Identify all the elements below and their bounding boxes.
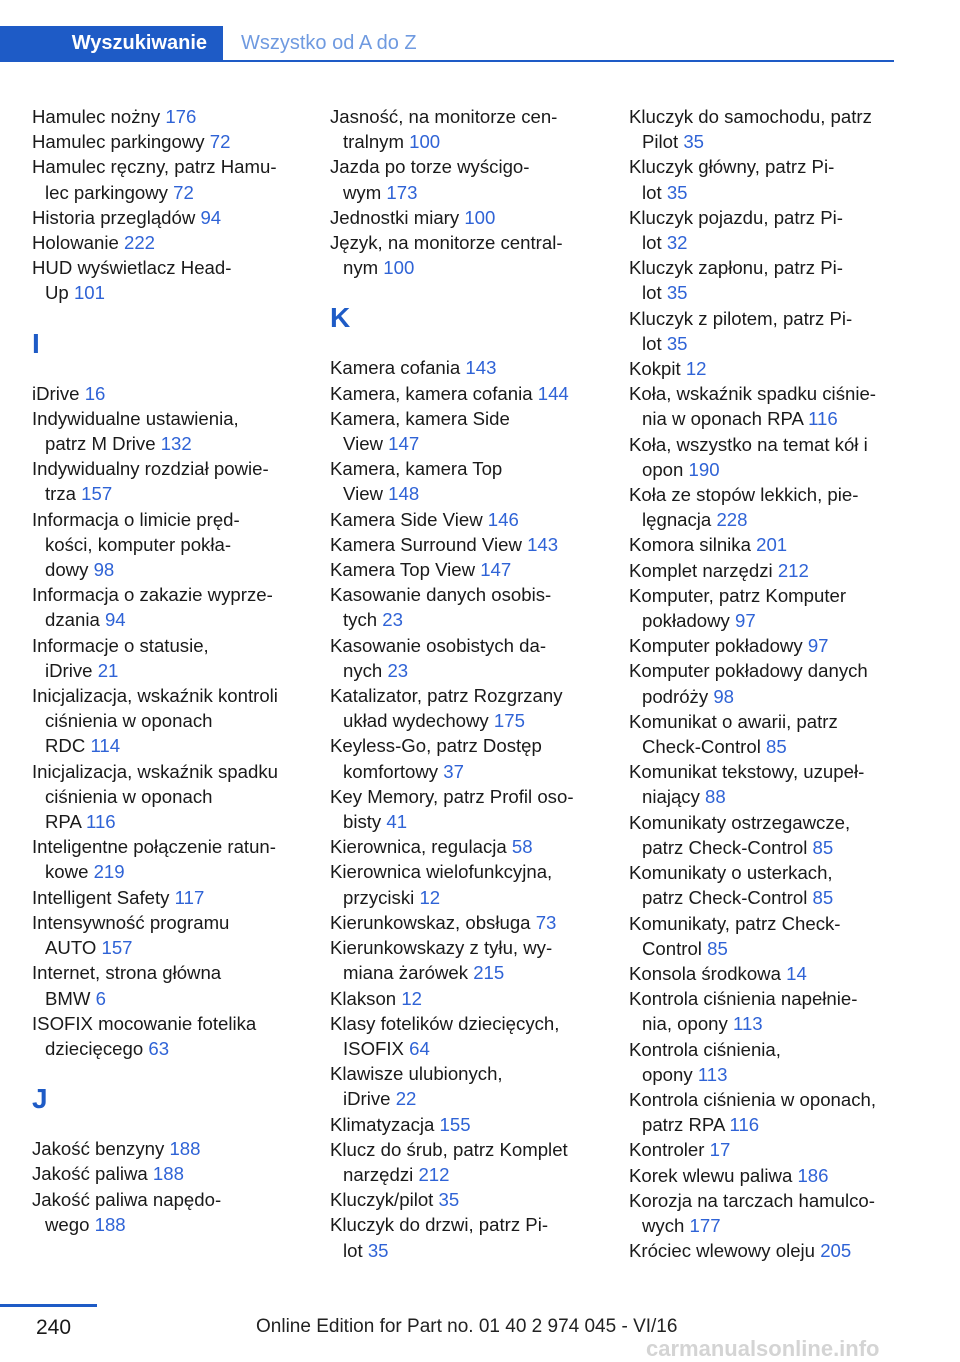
page-link[interactable]: 35 [666,332,688,354]
page-link[interactable]: 98 [93,559,115,581]
index-entry [629,860,899,910]
index-entry [330,935,615,985]
index-entry-text: Jasność, na monitorze cen‐ [330,106,558,127]
page-link[interactable]: 6 [95,987,106,1009]
index-entry [330,633,615,683]
index-entry-text: nia, opony [642,1013,733,1035]
index-entry-text: wych [642,1214,690,1236]
index-entry [330,986,615,1011]
index-entry-text: patrz Check-Control [642,887,813,909]
index-entry-text: iDrive [45,659,98,681]
page-link[interactable]: 212 [418,1163,450,1185]
page-link[interactable]: 157 [81,483,113,505]
page-link[interactable]: 85 [766,736,787,758]
index-entry-text: Internet, strona główna [32,962,222,984]
index-entry-text: Indywidualne ustawienia, [32,407,239,429]
page-link[interactable]: 188 [152,1163,184,1185]
index-entry [32,759,317,835]
index-entry [330,834,615,859]
index-entry-text: Korozja na tarczach hamulco‐ [629,1189,875,1211]
page-link[interactable]: 63 [148,1037,170,1059]
index-entry-text: Hamulec nożny [32,106,166,127]
index-entry-text: Kluczyk główny, patrz Pi‐ [629,156,835,178]
index-entry-text: pokładowy [642,610,736,632]
index-entry [32,255,317,305]
index-entry-text: Koła, wskaźnik spadku ciśnie‐ [629,383,876,405]
index-entry-text: Komputer pokładowy [629,635,808,657]
index-entry [330,557,615,582]
index-entry-text: Jazda po torze wyścigo‐ [330,156,530,178]
index-entry-text: Kluczyk z pilotem, patrz Pi‐ [629,307,853,329]
page-link[interactable]: 94 [200,206,222,228]
index-entry [629,205,899,255]
index-entry-text: Jednostki miary [330,206,465,228]
index-entry [330,104,615,154]
index-entry-text: Hamulec ręczny, patrz Hamu‐ [32,156,277,178]
index-entry-text: Hamulec parkingowy [32,131,210,153]
index-entry-text: RPA [45,811,86,833]
index-entry-text: Komunikat o awarii, patrz [629,710,838,732]
index-entry-text: wym [343,181,387,203]
index-entry [629,255,899,305]
page-link[interactable]: 35 [666,181,688,203]
index-entry-text: miana żarówek [343,962,474,984]
index-entry-text: Konsola środkowa [629,962,787,984]
page-link[interactable]: 148 [388,483,420,505]
index-entry-text: Indywidualny rozdział powie‐ [32,458,269,480]
index-entry [32,910,317,960]
page-link[interactable]: 32 [666,232,688,254]
page-link[interactable]: 155 [439,1113,471,1135]
index-entry-text: nym [343,257,384,279]
page-link[interactable]: 58 [511,836,533,858]
page-link[interactable]: 146 [487,508,519,530]
index-entry [330,1011,615,1061]
index-entry-text: trza [45,483,82,505]
index-entry-text: Historia przeglądów [32,206,201,228]
page-link[interactable]: 143 [527,533,559,555]
index-entry-text: dziecięcego [45,1037,149,1059]
index-entry-text: ciśnienia w oponach [45,710,213,732]
index-entry-text: Jakość paliwa [32,1163,153,1185]
index-column-1 [32,104,317,1237]
page-link[interactable]: 72 [173,181,194,203]
index-entry [32,1136,317,1161]
index-entry [629,986,899,1036]
page-link[interactable]: 190 [688,458,720,480]
index-entry-text: Up [45,282,74,304]
index-entry-text: kowe [45,861,94,883]
index-entry-text: Klimatyzacja [330,1113,440,1135]
index-entry-text: Kierunkowskaz, obsługa [330,911,536,933]
page-link[interactable]: 116 [808,408,838,430]
page-link[interactable]: 147 [480,559,512,581]
index-entry-text: Inteligentne połączenie ratun‐ [32,836,276,858]
page-link[interactable]: 177 [689,1214,721,1236]
index-entry-text: wego [45,1213,95,1235]
index-entry-text: View [343,433,389,455]
index-entry-text: Korek wlewu paliwa [629,1164,798,1186]
page-link[interactable]: 201 [756,534,788,556]
index-entry-text: Kierunkowskazy z tyłu, wy‐ [330,937,553,959]
page-link[interactable]: 23 [382,609,403,631]
page-link[interactable]: 85 [812,836,834,858]
index-entry-text: niający [642,786,706,808]
index-entry-text: ciśnienia w oponach [45,785,213,807]
index-entry [629,1087,899,1137]
index-entry [629,633,899,658]
page-link[interactable]: 116 [729,1114,760,1136]
index-entry [330,784,615,834]
index-entry [629,961,899,986]
index-entry-text: ISOFIX [343,1037,410,1059]
index-entry-text: lot [642,181,667,203]
index-entry [32,1161,317,1186]
index-entry [629,709,899,759]
index-entry-text: lot [642,282,667,304]
index-entry [32,406,317,456]
index-entry [330,456,615,506]
index-column-3 [629,104,899,1263]
index-entry-text: Komplet narzędzi [629,559,778,581]
index-entry-text: iDrive [32,382,85,404]
index-entry [32,381,317,406]
page-link[interactable]: 100 [464,206,496,228]
index-entry-text: Control [642,937,708,959]
index-entry-text: Kontrola ciśnienia w oponach, [629,1088,877,1110]
index-entry-text: nych [343,659,388,681]
index-entry [629,1188,899,1238]
index-entry-text: Inicjalizacja, wskaźnik spadku [32,760,278,782]
page-link[interactable]: 35 [438,1189,460,1211]
index-entry-text: Pilot [642,131,684,153]
page-link[interactable]: 41 [386,811,408,833]
index-entry [32,582,317,632]
index-entry [32,456,317,506]
index-entry-text: Kamera Side View [330,508,488,530]
index-entry-text: lot [642,332,667,354]
index-entry-text: Komora silnika [629,534,757,556]
header-tabs [0,26,894,62]
index-entry-text: BMW [45,987,96,1009]
page-link[interactable]: 188 [169,1138,201,1160]
index-entry [32,507,317,583]
index-entry-text: patrz RPA [642,1114,730,1136]
page-link[interactable]: 35 [367,1239,389,1261]
index-entry [330,154,615,204]
edition-footer: Online Edition for Part no. 01 40 2 974 045 - VI/16 [256,1316,678,1337]
index-entry-text: Kasowanie danych osobis‐ [330,584,552,606]
index-entry-text: lot [343,1239,368,1261]
index-entry [330,1061,615,1111]
index-entry [330,582,615,632]
page-link[interactable]: 212 [777,559,809,581]
index-entry-text: ISOFIX mocowanie fotelika [32,1012,257,1034]
page-link[interactable]: 88 [705,786,726,808]
index-entry-text: Komunikat tekstowy, uzupeł‐ [629,761,865,783]
index-entry-text: Kokpit [629,358,686,380]
index-entry [330,910,615,935]
index-entry [32,1187,317,1237]
index-entry-text: Kamera Surround View [330,533,528,555]
page-link[interactable]: 17 [709,1139,731,1161]
index-entry-text: patrz Check-Control [642,836,813,858]
page-link[interactable]: 100 [383,257,415,279]
page-link[interactable]: 37 [443,760,464,782]
index-entry [32,129,317,154]
index-entry [629,1037,899,1087]
index-entry [330,1112,615,1137]
page-link[interactable]: 114 [90,735,121,757]
index-entry-text: narzędzi [343,1163,419,1185]
index-entry-text: Inicjalizacja, wskaźnik kontroli [32,685,278,707]
index-entry [32,104,317,129]
page-link[interactable]: 173 [386,181,418,203]
page-link[interactable]: 85 [812,887,834,909]
index-entry [32,683,317,759]
page-link[interactable]: 73 [535,911,557,933]
page-number-bar [0,1304,97,1307]
index-entry [32,154,317,204]
index-entry [629,482,899,532]
page-link[interactable]: 188 [94,1213,126,1235]
page-link[interactable]: 21 [97,659,119,681]
index-entry [330,406,615,456]
index-entry-text: Klawisze ulubionych, [330,1063,503,1085]
index-entry-text: Kierownica wielofunkcyjna, [330,861,553,883]
index-entry-text: podróży [642,685,714,707]
index-entry-text: lęgnacja [642,509,717,531]
index-entry-text: Kontrola ciśnienia, [629,1038,781,1060]
page-link[interactable]: 100 [409,131,441,153]
index-entry-text: Informacja o limicie pręd‐ [32,508,240,530]
page-link[interactable]: 98 [713,685,735,707]
index-entry-text: AUTO [45,937,102,959]
index-entry-text: Kierownica, regulacja [330,836,512,858]
index-entry-text: przyciski [343,886,420,908]
index-entry [629,911,899,961]
index-entry-text: Koła ze stopów lekkich, pie‐ [629,484,859,506]
page-number: 240 [36,1316,72,1339]
index-entry-text: Jakość paliwa napędo‐ [32,1188,222,1210]
index-entry [32,205,317,230]
index-entry [629,381,899,431]
page-link[interactable]: 157 [101,937,133,959]
index-entry [629,356,899,381]
page-link[interactable]: 219 [93,861,125,883]
index-entry [32,960,317,1010]
index-entry-text: bisty [343,811,387,833]
page-link[interactable]: 143 [465,357,497,379]
index-entry-text: Język, na monitorze central‐ [330,232,563,254]
index-entry [32,885,317,910]
index-entry-text: patrz M Drive [45,433,161,455]
index-entry-text: lec parkingowy [45,181,174,203]
index-entry-text: Jakość benzyny [32,1138,170,1160]
index-entry [629,432,899,482]
page-link[interactable]: 116 [86,811,116,833]
index-entry [629,1137,899,1162]
index-entry [330,355,615,380]
index-column-2 [330,104,615,1263]
index-entry-text: Intensywność programu [32,911,230,933]
page-link[interactable]: 12 [419,886,441,908]
index-entry-text: Króciec wlewowy oleju [629,1240,821,1262]
page-link[interactable]: 12 [685,358,707,380]
index-entry [32,230,317,255]
index-entry-text: komfortowy [343,760,444,782]
index-entry [330,381,615,406]
page-link[interactable]: 14 [786,962,807,984]
index-entry-text: Key Memory, patrz Profil oso‐ [330,785,574,807]
index-entry-text: Kontrola ciśnienia napełnie‐ [629,988,858,1010]
index-entry-text: tych [343,609,383,631]
page-link[interactable]: 144 [537,382,569,404]
index-letter-heading: I [32,327,40,359]
index-entry-text: Kamera Top View [330,559,481,581]
index-entry-text: Komunikaty ostrzegawcze, [629,811,851,833]
index-entry-text: Kamera, kamera cofania [330,382,538,404]
index-entry [330,859,615,909]
index-entry [330,1137,615,1187]
page-link[interactable]: 64 [409,1037,430,1059]
index-letter-heading: K [330,302,351,334]
page-link[interactable]: 215 [473,962,505,984]
index-entry-text: Klakson [330,987,402,1009]
page-link[interactable]: 97 [807,635,829,657]
tab-search[interactable]: Wyszukiwanie [0,26,223,60]
page-link[interactable]: 16 [84,382,106,404]
index-entry-text: Informacja o zakazie wyprze‐ [32,584,273,606]
index-entry-text: Check-Control [642,736,767,758]
index-entry-text: opon [642,458,689,480]
index-entry-text: Kluczyk pojazdu, patrz Pi‐ [629,206,843,228]
index-letter-heading: J [32,1083,48,1115]
index-entry [330,205,615,230]
index-entry [330,683,615,733]
index-entry [629,104,899,154]
index-entry [330,1187,615,1212]
page-link[interactable]: 113 [697,1063,728,1085]
index-entry [629,306,899,356]
index-entry [629,658,899,708]
index-entry-text: Kluczyk do drzwi, patrz Pi‐ [330,1214,549,1236]
index-entry [629,1163,899,1188]
index-entry-text: opony [642,1063,698,1085]
index-entry-text: Keyless-Go, patrz Dostęp [330,735,542,757]
index-entry-text: tralnym [343,131,410,153]
page-link[interactable]: 147 [388,433,420,455]
page-link[interactable]: 85 [707,937,728,959]
index-entry [330,507,615,532]
page-link[interactable]: 94 [104,609,126,631]
page-link[interactable]: 176 [165,106,197,127]
index-entry-text: nia w oponach RPA [642,408,809,430]
index-entry-text: iDrive [343,1088,396,1110]
page-link[interactable]: 12 [401,987,423,1009]
page-link[interactable]: 22 [395,1088,417,1110]
index-entry-text: Holowanie [32,232,124,254]
page-link[interactable]: 72 [209,131,231,153]
index-entry-text: Kamera cofania [330,357,466,379]
index-entry [629,583,899,633]
page-link[interactable]: 205 [820,1240,852,1262]
page-link[interactable]: 97 [735,610,756,632]
index-entry-text: HUD wyświetlacz Head- [32,257,232,279]
index-entry-text: Kontroler [629,1139,710,1161]
index-entry-text: Informacje o statusie, [32,634,209,656]
index-entry-text: Katalizator, patrz Rozgrzany [330,685,563,707]
index-entry [629,1238,899,1263]
index-entry-text: Kamera, kamera Side [330,407,510,429]
index-entry [32,1011,317,1061]
index-entry-text: Koła, wszystko na temat kół i [629,433,868,455]
page-link[interactable]: 117 [174,886,205,908]
index-entry-text: Kluczyk zapłonu, patrz Pi‐ [629,257,843,279]
index-entry-text: dowy [45,559,94,581]
index-entry-text: Komunikaty o usterkach, [629,862,833,884]
page-link[interactable]: 35 [666,282,688,304]
index-entry-text: Komputer, patrz Komputer [629,584,847,606]
page-link[interactable]: 175 [493,710,525,732]
index-entry [629,810,899,860]
index-entry-text: lot [642,232,667,254]
page-link[interactable]: 101 [73,282,105,304]
tab-a-to-z[interactable]: Wszystko od A do Z [241,32,417,54]
index-entry [629,154,899,204]
index-entry-text: Komputer pokładowy danych [629,660,868,682]
index-entry [330,733,615,783]
index-entry-text: kości, komputer pokła‐ [45,533,232,555]
page-link[interactable]: 35 [683,131,705,153]
index-entry-text: Intelligent Safety [32,886,175,908]
index-entry [330,230,615,280]
index-entry [330,1212,615,1262]
index-entry-text: dzania [45,609,105,631]
index-entry-text: Kamera, kamera Top [330,458,503,480]
index-entry [629,759,899,809]
index-entry-text: Kasowanie osobistych da‐ [330,634,547,656]
page-link[interactable]: 222 [124,232,156,254]
index-entry-text: Komunikaty, patrz Check- [629,912,841,934]
watermark: carmanualsonline.info [646,1336,880,1361]
index-entry-text: Klasy fotelików dziecięcych, [330,1012,560,1034]
index-entry-text: Kluczyk do samochodu, patrz [629,106,872,127]
index-entry-text: Klucz do śrub, patrz Komplet [330,1138,568,1160]
index-entry-text: układ wydechowy [343,710,494,732]
page-link[interactable]: 113 [732,1013,763,1035]
index-entry [629,532,899,557]
index-entry [330,532,615,557]
header-divider [0,60,894,62]
page-link[interactable]: 228 [716,509,748,531]
page-link[interactable]: 186 [797,1164,829,1186]
page-link[interactable]: 23 [387,659,409,681]
index-entry [32,834,317,884]
index-entry [629,558,899,583]
index-entry-text: View [343,483,389,505]
index-entry [32,633,317,683]
index-entry-text: Kluczyk/pilot [330,1189,439,1211]
page-link[interactable]: 132 [160,433,192,455]
index-entry-text: RDC [45,735,91,757]
